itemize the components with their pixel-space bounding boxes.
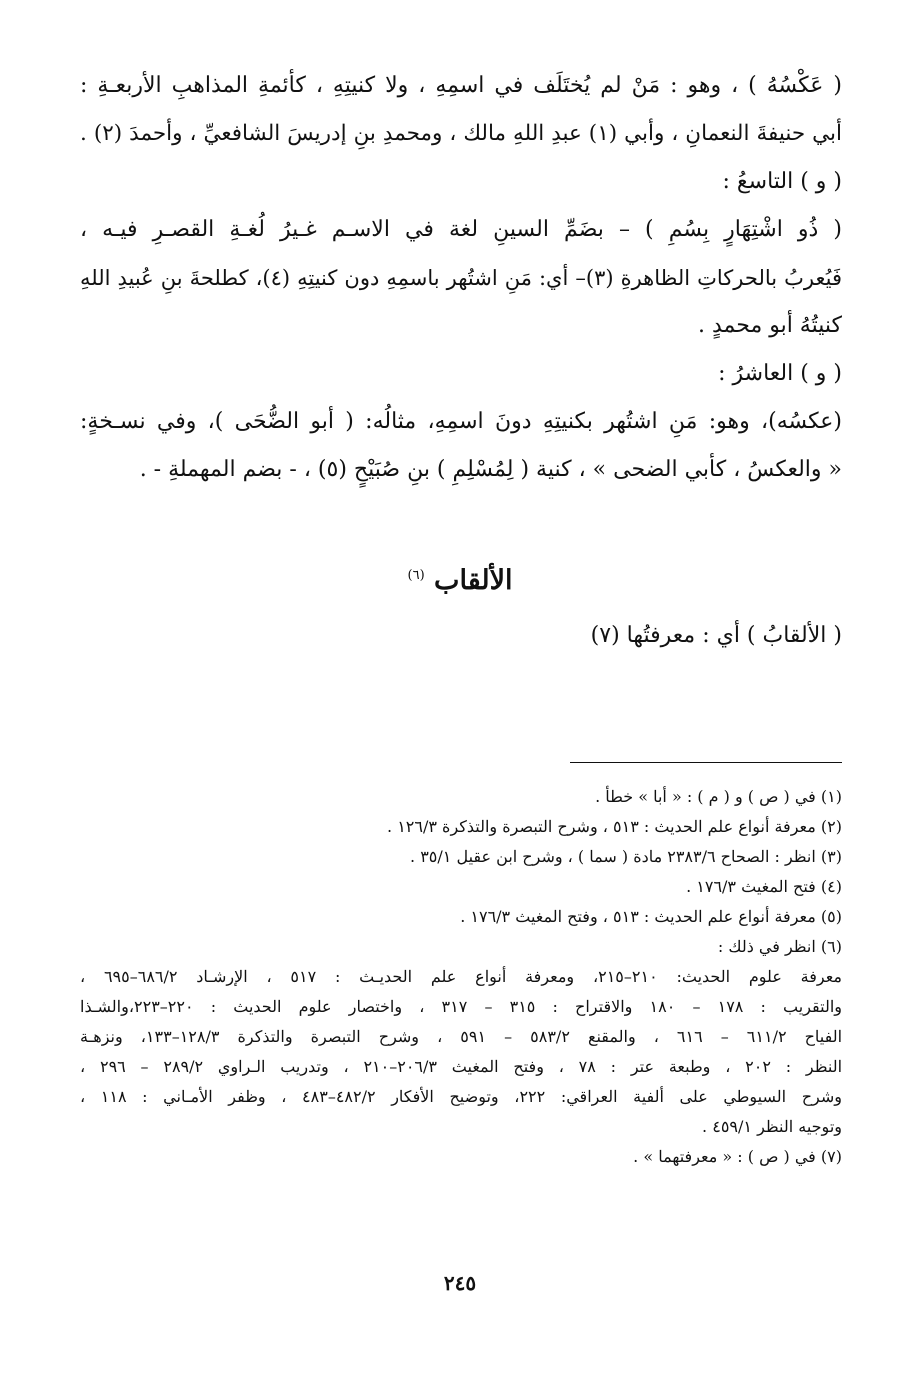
footnote: (٤) فتح المغيث ١٧٦/٣ .: [686, 877, 842, 896]
text-line: ( و ) العاشرُ :: [718, 361, 842, 386]
text-line: ( ذُو اشْتِهَارٍ بِسُمِ ) – بضَمِّ السينِ لغة في الاسـم غـيرُ لُغـةِ القصـرِ فيـه ،: [80, 217, 842, 242]
text-line: ( عَكْسُهُ ) ، وهو : مَنْ لم يُختَلَف في اسمِهِ ، ولا كنيتِهِ ، كأئمةِ المذاهبِ الأربعـةِ :: [80, 73, 842, 98]
footnote-continuation: وتوجيه النظر ٤٥٩/١ .: [702, 1117, 842, 1136]
text-line: « والعكسُ ، كأبي الضحى » ، كنية ( لِمُسْلِمِ ) بنِ صُبَيْحٍ (٥) ، - بضم المهملةِ - .: [139, 457, 842, 482]
footnote-continuation: الفياح ٦١١/٢ – ٦١٦ ، والمقنع ٥٨٣/٢ – ٥٩١ ، وشرح التبصرة والتذكرة ١٢٨/٣–١٣٣، ونزهـة: [80, 1027, 842, 1046]
definition-block: [80, 612, 842, 660]
footnote: (٦) انظر في ذلك :: [717, 937, 842, 956]
text-line: (عكسُه)، وهو: مَنِ اشتُهر بكنيتِهِ دونَ اسمِهِ، مثالُه: ( أبو الضُّحَى )، وفي نسـخةٍ:: [80, 409, 842, 434]
footnote: (٥) معرفة أنواع علم الحديث : ٥١٣ ، وفتح المغيث ١٧٦/٣ .: [460, 907, 842, 926]
footnote-continuation: والتقريب : ١٧٨ – ١٨٠ والاقتراح : ٣١٥ – ٣١٧ ، واختصار علوم الحديث : ٢٢٠–٢٢٣،والشـذا: [80, 997, 842, 1016]
text-line: فَيُعربُ بالحركاتِ الظاهرةِ (٣)– أي: مَنِ اشتُهر باسمِهِ دون كنيتِهِ (٤)، كطلحةَ بنِ عُبيدِ اللهِ: [80, 266, 842, 290]
section-heading: [0, 548, 920, 609]
heading-title: الألقاب: [434, 565, 513, 596]
footnote-continuation: وشرح السيوطي على ألفية العراقي: ٢٢٢، وتوضيح الأفكار ٤٨٢/٢–٤٨٣ ، وظفر الأمـاني : ١١٨ ،: [80, 1087, 842, 1106]
definition-line: ( الألقابُ ) أي : معرفتُها (٧): [590, 623, 842, 648]
footnote: (٧) في ( ص ) : « معرفتهما » .: [633, 1147, 842, 1166]
text-line: أبي حنيفةَ النعمانِ ، وأبي (١) عبدِ اللهِ مالك ، ومحمدِ بنِ إدريسَ الشافعيِّ ، وأحمدَ (٢) .: [80, 121, 842, 146]
main-text: [80, 62, 842, 494]
text-line: ( و ) التاسعُ :: [722, 169, 842, 194]
footnote: (٣) انظر : الصحاح ٢٣٨٣/٦ مادة ( سما ) ، وشرح ابن عقيل ٣٥/١ .: [410, 847, 842, 866]
footnotes: [80, 782, 842, 1172]
footnote: (٢) معرفة أنواع علم الحديث : ٥١٣ ، وشرح التبصرة والتذكرة ١٢٦/٣ .: [387, 817, 842, 836]
heading-footnote-marker: (٦): [407, 568, 425, 583]
text-line: كنيتُهُ أبو محمدٍ .: [697, 313, 842, 338]
page-number: ٢٤٥: [443, 1271, 477, 1295]
footnote-continuation: النظر : ٢٠٢ ، وطبعة عتر : ٧٨ ، وفتح المغيث ٢٠٦/٣–٢١٠ ، وتدريب الـراوي ٢٨٩/٢ – ٢٩٦ ،: [80, 1057, 842, 1076]
footnote-separator: [570, 762, 842, 763]
footnote-continuation: معرفة علوم الحديث: ٢١٠–٢١٥، ومعرفة أنواع علم الحديـث : ٥١٧ ، الإرشـاد ٦٨٦/٢–٦٩٥ ،: [80, 967, 842, 986]
footnote: (١) في ( ص ) و ( م ) : « أبا » خطأ .: [595, 787, 842, 806]
